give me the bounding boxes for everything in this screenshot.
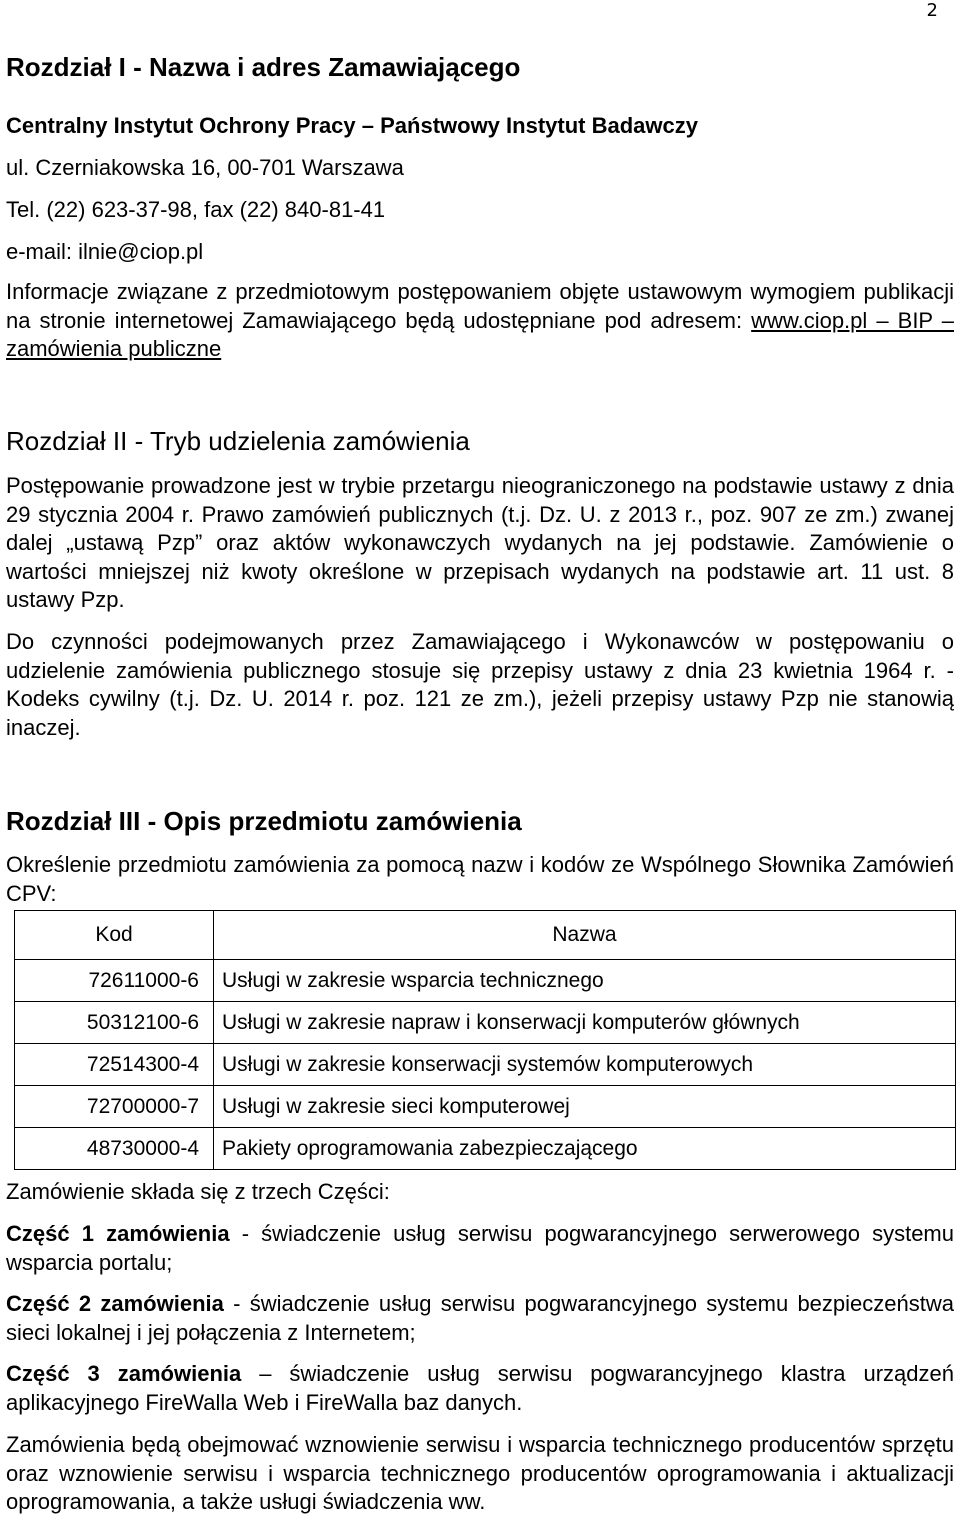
cpv-code: 50312100-6 — [15, 1002, 214, 1044]
cpv-name: Usługi w zakresie napraw i konserwacji komputerów głównych — [214, 1002, 956, 1044]
chapter-3-heading: Rozdział III - Opis przedmiotu zamówienia — [6, 806, 522, 836]
chapter-2-para-2: Do czynności podejmowanych przez Zamawiającego i Wykonawców w postępowaniu o udzielenie zamówienia publicznego stosuje się przepisy ustawy z dnia 23 kwietnia 1964 r. - Kodeks cywilny (t.j. Dz. U. 2014 r. poz. 121 ze zm.), jeżeli przepisy ustawy Pzp nie stanowią inaczej. — [6, 629, 954, 740]
chapter-1-heading: Rozdział I - Nazwa i adres Zamawiającego — [6, 52, 521, 82]
part-1-label: Część 1 zamówienia — [6, 1221, 230, 1246]
cpv-name: Usługi w zakresie sieci komputerowej — [214, 1086, 956, 1128]
part-3-label: Część 3 zamówienia — [6, 1361, 242, 1386]
org-phone: Tel. (22) 623-37-98, fax (22) 840-81-41 — [6, 197, 386, 222]
cpv-name: Usługi w zakresie konserwacji systemów komputerowych — [214, 1044, 956, 1086]
org-address: ul. Czerniakowska 16, 00-701 Warszawa — [6, 155, 404, 180]
part-2-label: Część 2 zamówienia — [6, 1291, 224, 1316]
chapter-2-heading: Rozdział II - Tryb udzielenia zamówienia — [6, 426, 470, 456]
cpv-code: 48730000-4 — [15, 1128, 214, 1170]
part-1 — [6, 1220, 954, 1277]
page-number: 2 — [926, 0, 938, 21]
column-header-code: Kod — [15, 911, 214, 960]
cpv-name: Pakiety oprogramowania zabezpieczającego — [214, 1128, 956, 1170]
publication-info — [6, 278, 954, 364]
part-2 — [6, 1290, 954, 1347]
part-1-text: - świadczenie usług serwisu pogwarancyjnego serwerowego systemu wsparcia portalu; — [6, 1221, 954, 1275]
org-name: Centralny Instytut Ochrony Pracy – Państwowy Instytut Badawczy — [6, 113, 698, 138]
table-row — [15, 1002, 956, 1044]
part-3 — [6, 1360, 954, 1417]
column-header-name: Nazwa — [214, 911, 956, 960]
table-row — [15, 960, 956, 1002]
cpv-intro: Określenie przedmiotu zamówienia za pomocą nazw i kodów ze Wspólnego Słownika Zamówień CPV: — [6, 852, 954, 906]
final-paragraph: Zamówienia będą obejmować wznowienie serwisu i wsparcia technicznego producentów sprzętu oraz wznowienie serwisu i wsparcia technicznego producentów oprogramowania i aktualizacji oprogramowania, a także usługi świadczenia ww. — [6, 1432, 954, 1514]
cpv-code: 72700000-7 — [15, 1086, 214, 1128]
table-row — [15, 1086, 956, 1128]
cpv-table — [14, 910, 956, 1170]
chapter-2-para-1: Postępowanie prowadzone jest w trybie przetargu nieograniczonego na podstawie ustawy z dnia 29 stycznia 2004 r. Prawo zamówień publicznych (t.j. Dz. U. z 2013 r., poz. 907 ze zm.) zwanej dalej „ustawą Pzp” oraz aktów wykonawczych wydanych na jej podstawie. Zamówienie o wartości mniejszej niż kwoty określone w przepisach wydanych na podstawie art. 11 ust. 8 ustawy Pzp. — [6, 473, 954, 612]
cpv-table-header — [15, 911, 956, 960]
cpv-code: 72514300-4 — [15, 1044, 214, 1086]
publication-info-text: Informacje związane z przedmiotowym postępowaniem objęte ustawowym wymogiem publikacji na stronie internetowej Zamawiającego będą udostępniane pod adresem: — [6, 279, 954, 333]
parts-intro: Zamówienie składa się z trzech Części: — [6, 1179, 390, 1204]
org-email: e-mail: ilnie@ciop.pl — [6, 239, 204, 264]
cpv-name: Usługi w zakresie wsparcia technicznego — [214, 960, 956, 1002]
table-row — [15, 1128, 956, 1170]
cpv-code: 72611000-6 — [15, 960, 214, 1002]
part-3-text: – świadczenie usług serwisu pogwarancyjnego klastra urządzeń aplikacyjnego FireWalla Web i FireWalla baz danych. — [6, 1361, 954, 1415]
part-2-text: - świadczenie usług serwisu pogwarancyjnego systemu bezpieczeństwa sieci lokalnej i jej połączenia z Internetem; — [6, 1291, 954, 1345]
bip-link[interactable]: www.ciop.pl – BIP – zamówienia publiczne — [6, 307, 954, 361]
table-row — [15, 1044, 956, 1086]
